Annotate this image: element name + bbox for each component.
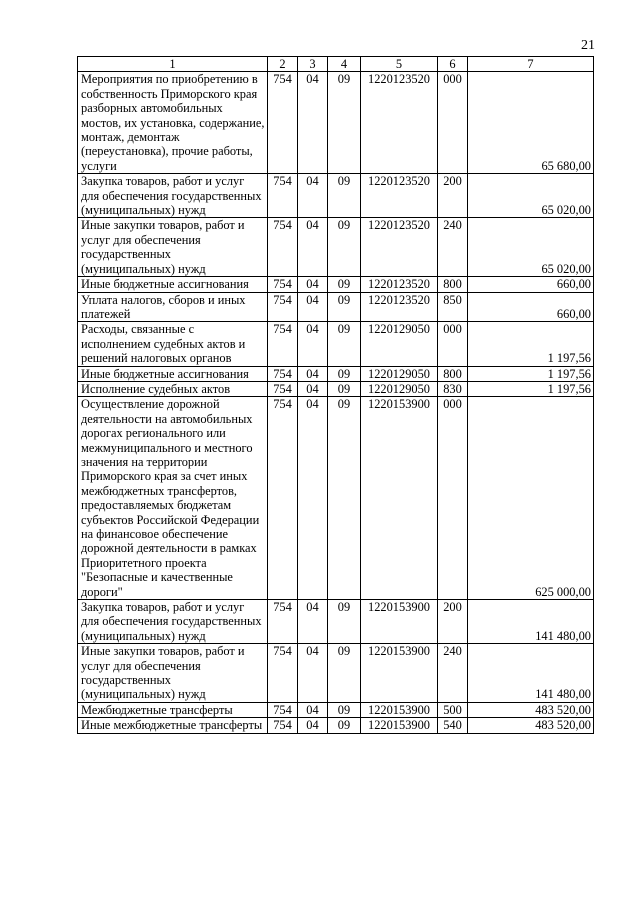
row-section-cell: 04 <box>298 397 328 600</box>
row-name-cell: Иные закупки товаров, работ и услуг для обеспечения государственных (муниципальных) нужд <box>78 218 268 277</box>
header-cell: 3 <box>298 57 328 72</box>
row-subsection-cell: 09 <box>328 277 361 292</box>
row-amount-cell: 483 520,00 <box>468 718 594 733</box>
row-amount-cell: 65 680,00 <box>468 72 594 174</box>
table-row <box>78 174 594 218</box>
row-subsection-cell: 09 <box>328 72 361 174</box>
row-expense-type-cell: 240 <box>438 218 468 277</box>
row-amount-cell: 1 197,56 <box>468 366 594 381</box>
row-section-cell: 04 <box>298 718 328 733</box>
table-row <box>78 644 594 703</box>
row-amount-cell: 660,00 <box>468 277 594 292</box>
table-row <box>78 322 594 366</box>
row-expense-type-cell: 200 <box>438 174 468 218</box>
table-row <box>78 72 594 174</box>
table-row <box>78 718 594 733</box>
row-target-article-cell: 1220123520 <box>361 72 438 174</box>
row-expense-type-cell: 200 <box>438 600 468 644</box>
row-amount-cell: 1 197,56 <box>468 322 594 366</box>
row-code-cell: 754 <box>268 644 298 703</box>
row-name-cell: Осуществление дорожной деятельности на автомобильных дорогах регионального или межмуниципального и местного значения на территории Приморского края за счет иных межбюджетных трансфертов, предоставляемых бюджетам субъектов Российской Федерации на финансовое обеспечение дорожной деятельности в рамках Приоритетного проекта "Безопасные и качественные дороги" <box>78 397 268 600</box>
row-section-cell: 04 <box>298 600 328 644</box>
row-name-cell: Межбюджетные трансферты <box>78 702 268 717</box>
row-name-cell: Иные закупки товаров, работ и услуг для обеспечения государственных (муниципальных) нужд <box>78 644 268 703</box>
header-cell: 6 <box>438 57 468 72</box>
row-target-article-cell: 1220129050 <box>361 366 438 381</box>
row-target-article-cell: 1220129050 <box>361 322 438 366</box>
row-expense-type-cell: 850 <box>438 292 468 322</box>
header-cell: 2 <box>268 57 298 72</box>
table-row <box>78 381 594 396</box>
row-code-cell: 754 <box>268 397 298 600</box>
row-name-cell: Расходы, связанные с исполнением судебных актов и решений налоговых органов <box>78 322 268 366</box>
row-code-cell: 754 <box>268 702 298 717</box>
row-section-cell: 04 <box>298 292 328 322</box>
row-target-article-cell: 1220153900 <box>361 397 438 600</box>
row-code-cell: 754 <box>268 600 298 644</box>
row-name-cell: Мероприятия по приобретению в собственность Приморского края разборных автомобильных мостов, их установка, содержание, монтаж, демонтаж (переустановка), прочие работы, услуги <box>78 72 268 174</box>
row-subsection-cell: 09 <box>328 322 361 366</box>
row-amount-cell: 1 197,56 <box>468 381 594 396</box>
row-expense-type-cell: 830 <box>438 381 468 396</box>
row-name-cell: Закупка товаров, работ и услуг для обеспечения государственных (муниципальных) нужд <box>78 174 268 218</box>
row-amount-cell: 65 020,00 <box>468 174 594 218</box>
row-amount-cell: 141 480,00 <box>468 600 594 644</box>
row-target-article-cell: 1220123520 <box>361 218 438 277</box>
table-row <box>78 292 594 322</box>
row-section-cell: 04 <box>298 174 328 218</box>
row-target-article-cell: 1220153900 <box>361 718 438 733</box>
row-amount-cell: 660,00 <box>468 292 594 322</box>
row-expense-type-cell: 800 <box>438 277 468 292</box>
row-expense-type-cell: 500 <box>438 702 468 717</box>
row-amount-cell: 141 480,00 <box>468 644 594 703</box>
row-expense-type-cell: 000 <box>438 397 468 600</box>
row-subsection-cell: 09 <box>328 702 361 717</box>
row-expense-type-cell: 240 <box>438 644 468 703</box>
table-header-row <box>78 57 594 72</box>
row-subsection-cell: 09 <box>328 644 361 703</box>
row-target-article-cell: 1220129050 <box>361 381 438 396</box>
row-subsection-cell: 09 <box>328 292 361 322</box>
row-section-cell: 04 <box>298 381 328 396</box>
row-subsection-cell: 09 <box>328 718 361 733</box>
row-subsection-cell: 09 <box>328 174 361 218</box>
row-target-article-cell: 1220123520 <box>361 292 438 322</box>
row-section-cell: 04 <box>298 644 328 703</box>
row-target-article-cell: 1220153900 <box>361 702 438 717</box>
row-amount-cell: 483 520,00 <box>468 702 594 717</box>
header-cell: 4 <box>328 57 361 72</box>
row-target-article-cell: 1220123520 <box>361 174 438 218</box>
row-code-cell: 754 <box>268 218 298 277</box>
row-code-cell: 754 <box>268 366 298 381</box>
row-target-article-cell: 1220123520 <box>361 277 438 292</box>
row-expense-type-cell: 540 <box>438 718 468 733</box>
row-name-cell: Иные бюджетные ассигнования <box>78 277 268 292</box>
row-target-article-cell: 1220153900 <box>361 644 438 703</box>
row-expense-type-cell: 000 <box>438 72 468 174</box>
row-code-cell: 754 <box>268 718 298 733</box>
row-expense-type-cell: 000 <box>438 322 468 366</box>
row-amount-cell: 625 000,00 <box>468 397 594 600</box>
row-code-cell: 754 <box>268 72 298 174</box>
table-row <box>78 397 594 600</box>
row-subsection-cell: 09 <box>328 397 361 600</box>
row-target-article-cell: 1220153900 <box>361 600 438 644</box>
row-subsection-cell: 09 <box>328 218 361 277</box>
row-name-cell: Иные межбюджетные трансферты <box>78 718 268 733</box>
header-cell: 1 <box>78 57 268 72</box>
header-cell: 5 <box>361 57 438 72</box>
row-code-cell: 754 <box>268 381 298 396</box>
budget-table <box>77 56 594 734</box>
row-subsection-cell: 09 <box>328 381 361 396</box>
row-section-cell: 04 <box>298 366 328 381</box>
row-name-cell: Уплата налогов, сборов и иных платежей <box>78 292 268 322</box>
row-code-cell: 754 <box>268 277 298 292</box>
table-row <box>78 218 594 277</box>
row-name-cell: Исполнение судебных актов <box>78 381 268 396</box>
row-amount-cell: 65 020,00 <box>468 218 594 277</box>
row-subsection-cell: 09 <box>328 366 361 381</box>
row-section-cell: 04 <box>298 72 328 174</box>
row-name-cell: Иные бюджетные ассигнования <box>78 366 268 381</box>
row-subsection-cell: 09 <box>328 600 361 644</box>
table-row <box>78 600 594 644</box>
row-section-cell: 04 <box>298 702 328 717</box>
table-row <box>78 277 594 292</box>
header-cell: 7 <box>468 57 594 72</box>
row-expense-type-cell: 800 <box>438 366 468 381</box>
table-row <box>78 702 594 717</box>
row-section-cell: 04 <box>298 322 328 366</box>
row-code-cell: 754 <box>268 174 298 218</box>
row-code-cell: 754 <box>268 322 298 366</box>
table-row <box>78 366 594 381</box>
row-code-cell: 754 <box>268 292 298 322</box>
row-section-cell: 04 <box>298 218 328 277</box>
page-number: 21 <box>581 38 595 53</box>
row-name-cell: Закупка товаров, работ и услуг для обеспечения государственных (муниципальных) нужд <box>78 600 268 644</box>
row-section-cell: 04 <box>298 277 328 292</box>
